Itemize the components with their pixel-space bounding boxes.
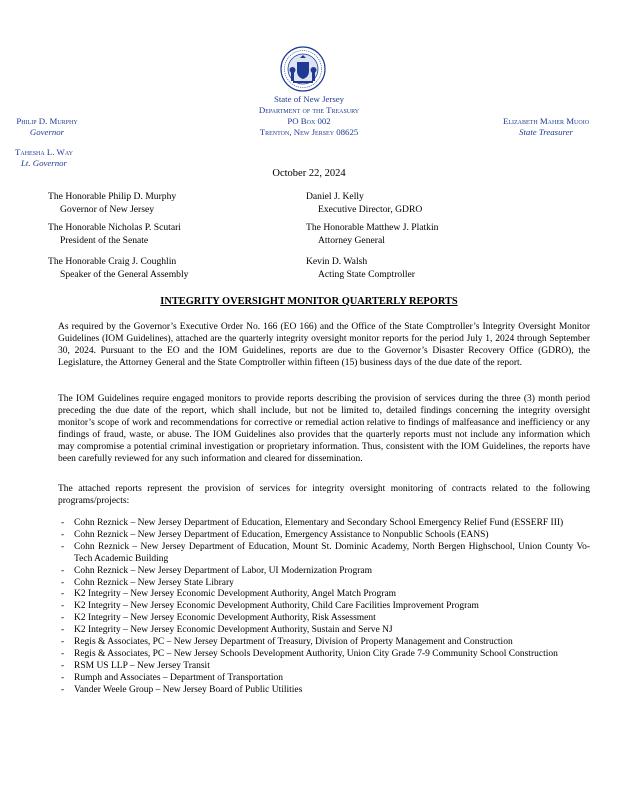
addressee-name: Daniel J. Kelly bbox=[306, 191, 364, 202]
addressee-title: Governor of New Jersey bbox=[60, 203, 155, 215]
treasurer-title: State Treasurer bbox=[519, 127, 573, 137]
letter-date: October 22, 2024 bbox=[272, 168, 346, 179]
letterhead-city: Trenton, New Jersey 08625 bbox=[259, 127, 359, 137]
list-item: - Cohn Reznick – New Jersey Department of Education, Mount St. Dominic Academy, North Bergen Highschool, Union County Vo-Tech Academic Building bbox=[61, 541, 590, 564]
list-marker: - bbox=[61, 565, 65, 576]
paragraph-intro: As required by the Governor’s Executive Order No. 166 (EO 166) and the Office of the State Comptroller’s Integrity Oversight Monitor Guidelines (IOM Guidelines), attached are the quarterly integrity oversight monitor reports for the period July 1, 2024 through September 30, 2024. Pursuant to the EO and the IOM Guidelines, reports are due to the Governor’s Disaster Recovery Office (GDRO), the Legislature, the Attorney General and the State Comptroller within fifteen (15) business days of the due date of the report. bbox=[58, 322, 590, 368]
list-item: - K2 Integrity – New Jersey Economic Development Authority, Sustain and Serve NJ bbox=[61, 625, 393, 636]
treasurer-block bbox=[496, 116, 596, 138]
lt-governor-title: Lt. Governor bbox=[21, 158, 67, 168]
lt-governor-block bbox=[12, 147, 76, 169]
list-item: - Cohn Reznick – New Jersey Department of Education, Emergency Assistance to Nonpublic Schools (EANS) bbox=[61, 529, 489, 540]
list-item: - Cohn Reznick – New Jersey Department of Labor, UI Modernization Program bbox=[61, 565, 372, 576]
addressee-1 bbox=[48, 191, 176, 216]
report-heading: INTEGRITY OVERSIGHT MONITOR QUARTERLY REPORTS bbox=[160, 296, 458, 307]
letterhead-department: Department of the Treasury bbox=[258, 105, 360, 115]
list-item: - Vander Weele Group – New Jersey Board of Public Utilities bbox=[61, 684, 303, 695]
list-item: - K2 Integrity – New Jersey Economic Development Authority, Child Care Facilities Improvement Program bbox=[61, 601, 479, 612]
letterhead-state: State of New Jersey bbox=[273, 94, 345, 104]
addressee-name: The Honorable Nicholas P. Scutari bbox=[48, 222, 181, 233]
addressee-4 bbox=[306, 222, 438, 247]
list-marker: - bbox=[61, 684, 65, 695]
list-item: - K2 Integrity – New Jersey Economic Development Authority, Angel Match Program bbox=[61, 589, 397, 600]
addressee-title: Speaker of the General Assembly bbox=[60, 268, 189, 280]
list-item: - Cohn Reznick – New Jersey State Library bbox=[61, 577, 234, 588]
list-marker: - bbox=[61, 541, 65, 552]
treasurer-name: Elizabeth Maher Muoio bbox=[502, 116, 590, 126]
list-marker: - bbox=[61, 518, 65, 528]
paragraph-guidelines: The IOM Guidelines require engaged monitors to provide reports describing the provision of services during the three (3) month period preceding the due date of the report, which shall include, but not be limited to, detailed findings concerning the integrity oversight monitor’s scope of work and recommendations for corrective or remedial action relative to findings of malfeasance and inefficiency or any findings of fraud, waste, or abuse. The IOM Guidelines also provides that the quarterly reports must not include any information which may compromise a potential criminal investigation or proprietary information. Thus, consistent with the IOM Guidelines, the reports have been carefully reviewed for any such information and cleared for dissemination. bbox=[58, 394, 590, 464]
list-item: - RSM US LLP – New Jersey Transit bbox=[61, 660, 210, 671]
governor-title: Governor bbox=[29, 127, 65, 137]
list-marker: - bbox=[61, 625, 65, 636]
addressee-title: Executive Director, GDRO bbox=[318, 203, 423, 215]
governor-name: Philip D. Murphy bbox=[16, 116, 78, 126]
programs-list bbox=[58, 518, 590, 697]
list-marker: - bbox=[61, 660, 65, 671]
addressee-name: Kevin D. Walsh bbox=[306, 256, 368, 267]
list-item: - K2 Integrity – New Jersey Economic Development Authority, Risk Assessment bbox=[61, 613, 376, 624]
list-marker: - bbox=[61, 589, 65, 600]
addressee-2 bbox=[306, 191, 422, 216]
addressee-title: Attorney General bbox=[318, 234, 385, 246]
lt-governor-name: Tahesha L. Way bbox=[15, 147, 73, 157]
addressee-name: The Honorable Craig J. Coughlin bbox=[48, 256, 177, 267]
addressee-title: President of the Senate bbox=[60, 234, 149, 246]
list-marker: - bbox=[61, 648, 65, 659]
addressee-6 bbox=[306, 256, 415, 281]
list-item: - Cohn Reznick – New Jersey Department of Education, Elementary and Secondary School Emergency Relief Fund (ESSERF III) bbox=[61, 518, 564, 528]
paragraph-programs-intro: The attached reports represent the provision of services for integrity oversight monitoring of contracts related to the following programs/projects: bbox=[58, 484, 590, 506]
addressee-3 bbox=[48, 222, 181, 247]
addressee-title: Acting State Comptroller bbox=[318, 268, 415, 280]
list-marker: - bbox=[61, 637, 65, 648]
addressee-5 bbox=[48, 256, 188, 281]
addressee-name: The Honorable Philip D. Murphy bbox=[48, 191, 177, 202]
letterhead-po-box: PO Box 002 bbox=[287, 116, 331, 126]
state-seal-icon bbox=[280, 46, 326, 92]
list-marker: - bbox=[61, 601, 65, 612]
list-item: - Regis & Associates, PC – New Jersey Department of Treasury, Division of Property Management and Construction bbox=[61, 637, 513, 648]
list-marker: - bbox=[61, 577, 65, 588]
list-marker: - bbox=[61, 672, 65, 683]
list-marker: - bbox=[61, 529, 65, 540]
governor-block bbox=[12, 116, 82, 138]
addressee-name: The Honorable Matthew J. Platkin bbox=[306, 222, 439, 233]
list-marker: - bbox=[61, 613, 65, 624]
list-item: - Regis & Associates, PC – New Jersey Schools Development Authority, Union City Grade 7-9 Community School Construction bbox=[61, 648, 558, 659]
list-item: - Rumph and Associates – Department of Transportation bbox=[61, 672, 283, 683]
